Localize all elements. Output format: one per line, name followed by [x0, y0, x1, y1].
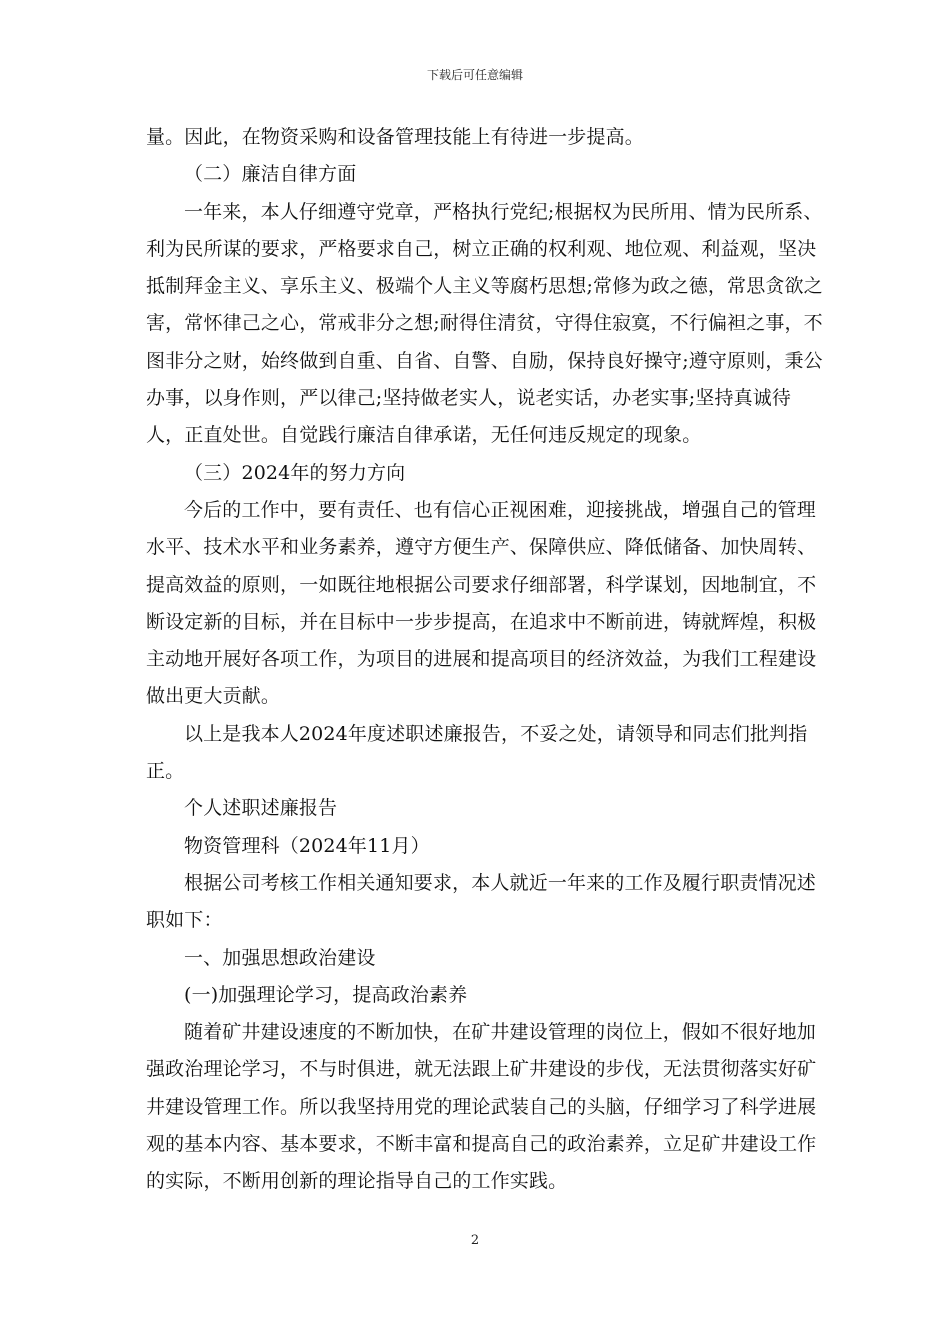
paragraph-continuation: 量。因此，在物资采购和设备管理技能上有待进一步提高。 — [146, 126, 644, 148]
paragraph-intro: 根据公司考核工作相关通知要求，本人就近一年来的工作及履行职责情况述职如下： — [146, 871, 816, 932]
section-heading-ideology: 一、加强思想政治建设 — [184, 946, 376, 969]
paragraph-closing: 以上是我本人2024年度述职述廉报告，不妥之处，请领导和同志们批判指正。 — [146, 722, 808, 783]
report-title: 个人述职述廉报告 — [184, 797, 338, 820]
page-number: 2 — [470, 1233, 480, 1248]
subsection-heading-theory: (一)加强理论学习，提高政治素养 — [184, 983, 468, 1006]
paragraph-integrity: 一年来，本人仔细遵守党章，严格执行党纪;根据权为民所用、情为民所系、利为民所谋的要求，严格要求自己，树立正确的权利观、地位观、利益观，坚决抵制拜金主义、享乐主义、极端个人主义等腐朽思想;常修为政之德，常思贪欲之害，常怀律己之心，常戒非分之想;耐得住清贫，守得住寂寞，不行偏袒之事，不图非分之财，始终做到自重、自省、自警、自励，保持良好操守;遵守原则，秉公办事，以身作则，严以律己;坚持做老实人，说老实话，办老实事;坚持真诚待人，正直处世。自觉践行廉洁自律承诺，无任何违反规定的现象。 — [146, 200, 823, 447]
section-heading-direction: （三）2024年的努力方向 — [184, 461, 406, 484]
paragraph-theory: 随着矿井建设速度的不断加快，在矿井建设管理的岗位上，假如不很好地加强政治理论学习，不与时俱进，就无法跟上矿井建设的步伐，无法贯彻落实好矿井建设管理工作。所以我坚持用党的理论武装自己的头脑，仔细学习了科学进展观的基本内容、基本要求，不断丰富和提高自己的政治素养，立足矿井建设工作的实际，不断用创新的理论指导自己的工作实践。 — [146, 1021, 817, 1193]
report-department: 物资管理科（2024年11月） — [184, 834, 430, 857]
header-note: 下载后可任意编辑 — [426, 68, 523, 82]
section-heading-integrity: （二）廉洁自律方面 — [184, 163, 357, 186]
paragraph-direction: 今后的工作中，要有责任、也有信心正视困难，迎接挑战，增强自己的管理水平、技术水平和业务素养，遵守方便生产、保障供应、降低储备、加快周转、提高效益的原则，一如既往地根据公司要求仔细部署，科学谋划，因地制宜，不断设定新的目标，并在目标中一步步提高，在追求中不断前进，铸就辉煌，积极主动地开展好各项工作，为项目的进展和提高项目的经济效益，为我们工程建设做出更大贡献。 — [146, 498, 817, 708]
document-body — [146, 119, 826, 1201]
